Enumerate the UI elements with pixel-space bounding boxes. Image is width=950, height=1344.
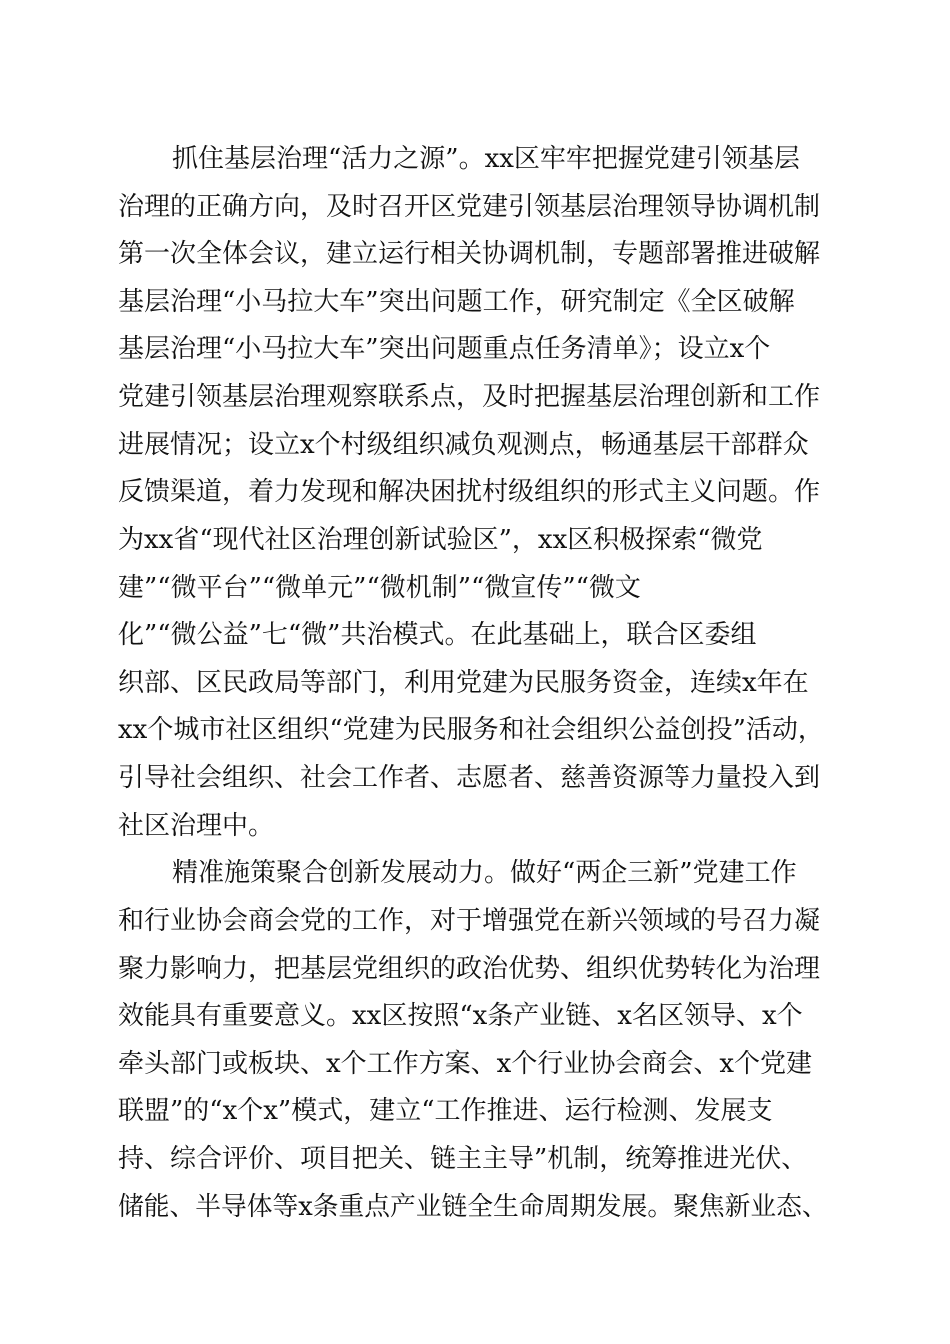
paragraph-2-line: 和行业协会商会党的工作，对于增强党在新兴领域的号召力凝 xyxy=(118,906,821,936)
paragraph-1-line: 反馈渠道，着力发现和解决困扰村级组织的形式主义问题。作 xyxy=(118,477,821,507)
paragraph-2-line: 精准施策聚合创新发展动力。做好“两企三新”党建工作 xyxy=(172,858,797,888)
paragraph-1-line: 引导社会组织、社会工作者、志愿者、慈善资源等力量投入到 xyxy=(118,763,821,793)
paragraph-1-line: 建”“微平台”“微单元”“微机制”“微宣传”“微文 xyxy=(118,573,641,603)
paragraph-1-line: 化”“微公益”七“微”共治模式。在此基础上，联合区委组 xyxy=(118,620,757,650)
paragraph-2-line: 牵头部门或板块、x个工作方案、x个行业协会商会、x个党建 xyxy=(118,1049,812,1079)
paragraph-1-line: 织部、区民政局等部门，利用党建为民服务资金，连续x年在 xyxy=(118,668,809,698)
paragraph-1-line: xx个城市社区组织“党建为民服务和社会组织公益创投”活动， xyxy=(118,715,824,745)
paragraph-2-line: 联盟”的“x个x”模式，建立“工作推进、运行检测、发展支 xyxy=(118,1096,773,1126)
paragraph-1-line: 治理的正确方向，及时召开区党建引领基层治理领导协调机制 xyxy=(118,192,821,222)
paragraph-1-line: 为xx省“现代社区治理创新试验区”，xx区积极探索“微党 xyxy=(118,525,763,555)
paragraph-1-line: 第一次全体会议，建立运行相关协调机制，专题部署推进破解 xyxy=(118,239,821,269)
paragraph-1-line: 抓住基层治理“活力之源”。xx区牢牢把握党建引领基层 xyxy=(172,144,800,174)
paragraph-1-line: 基层治理“小马拉大车”突出问题重点任务清单》；设立x个 xyxy=(118,334,771,364)
paragraph-1-line: 进展情况；设立x个村级组织减负观测点，畅通基层干部群众 xyxy=(118,430,809,460)
paragraph-1-line: 党建引领基层治理观察联系点，及时把握基层治理创新和工作 xyxy=(118,382,821,412)
paragraph-1-line: 基层治理“小马拉大车”突出问题工作，研究制定《全区破解 xyxy=(118,287,795,317)
paragraph-2-line: 储能、半导体等x条重点产业链全生命周期发展。聚焦新业态、 xyxy=(118,1192,828,1222)
paragraph-2-line: 持、综合评价、项目把关、链主主导”机制，统筹推进光伏、 xyxy=(118,1144,808,1174)
paragraph-2-line: 聚力影响力，把基层党组织的政治优势、组织优势转化为治理 xyxy=(118,954,821,984)
paragraph-2-line: 效能具有重要意义。xx区按照“x条产业链、x名区领导、x个 xyxy=(118,1001,803,1031)
paragraph-1-line: 社区治理中。 xyxy=(118,811,275,841)
